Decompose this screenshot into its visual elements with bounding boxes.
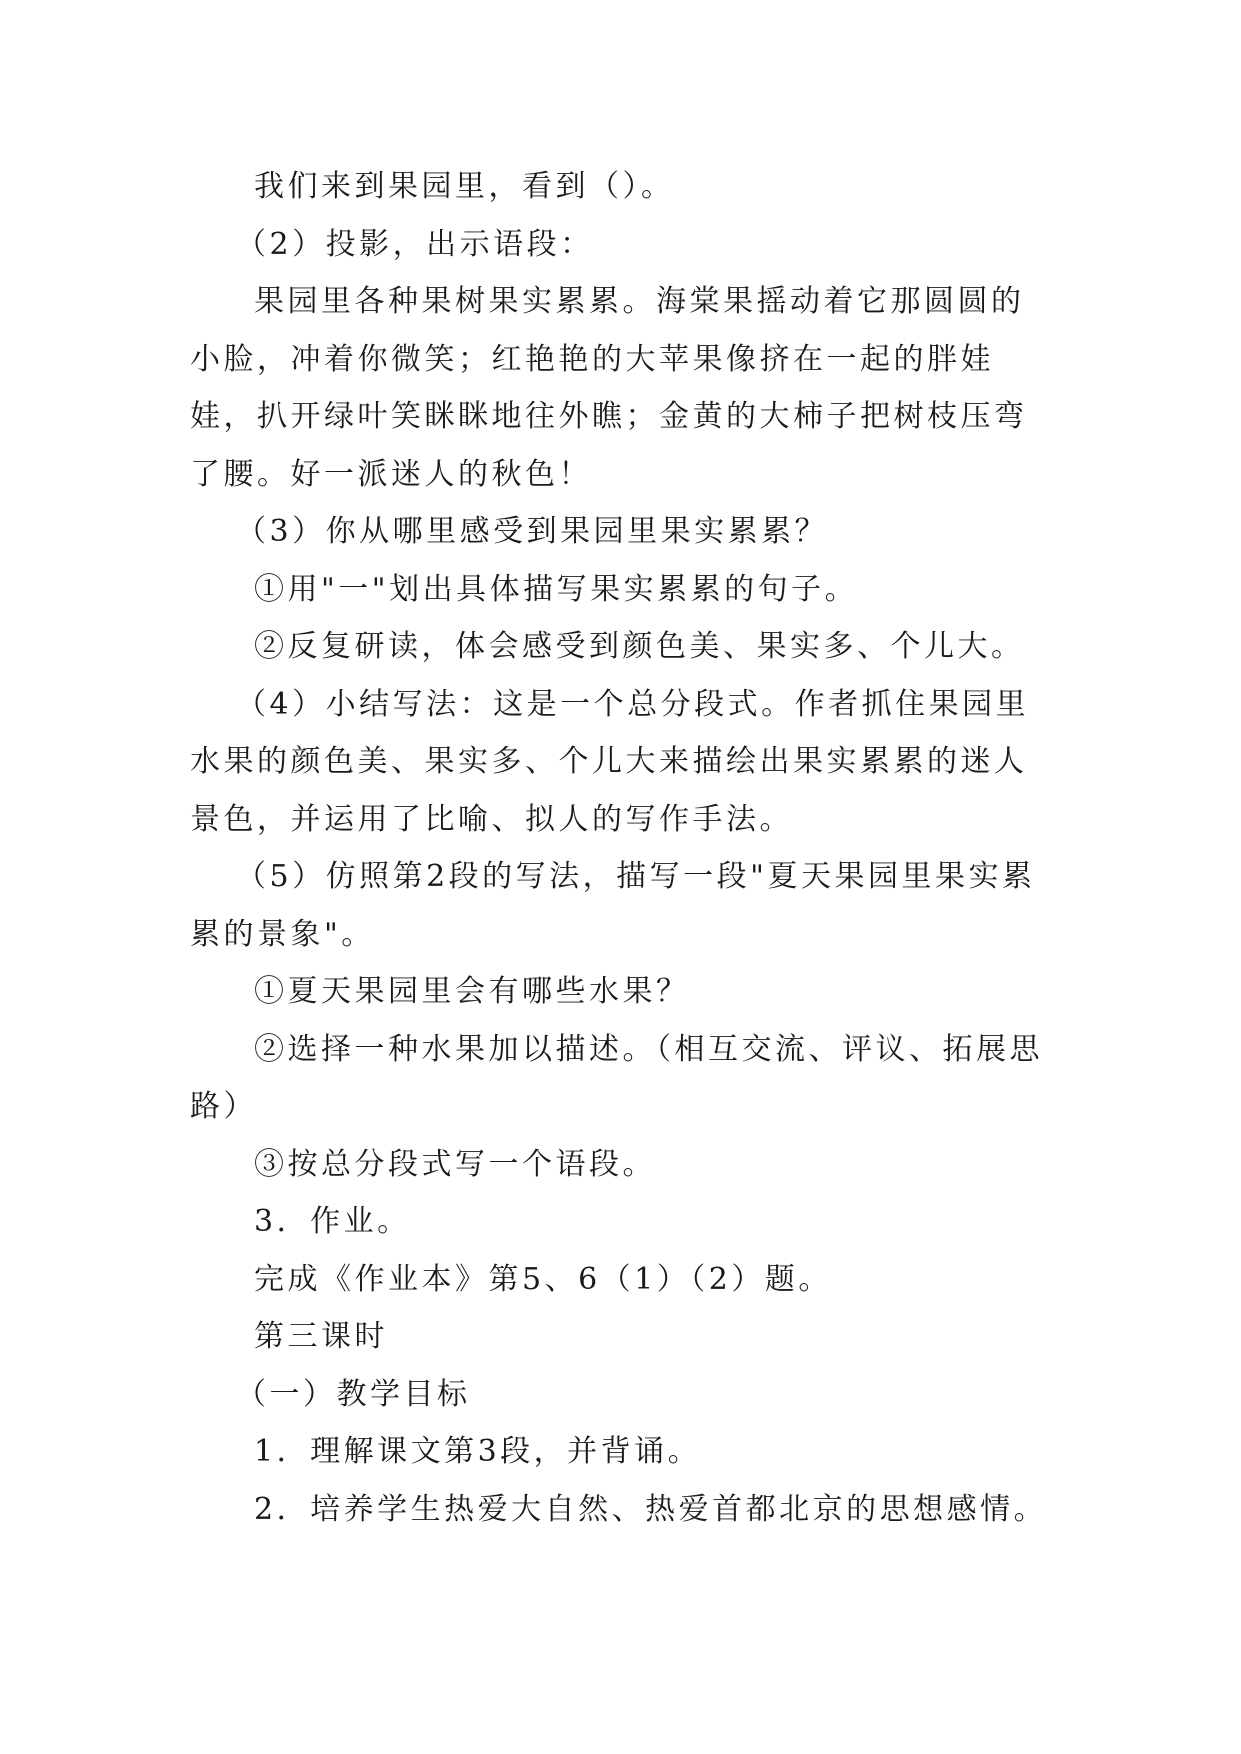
paragraph: （4）小结写法：这是一个总分段式。作者抓住果园里水果的颜色美、果实多、个儿大来描绘出果实累累的迷人景色，并运用了比喻、拟人的写作手法。 — [190, 686, 1030, 837]
section-heading: 第三课时 — [254, 1319, 388, 1354]
paragraph: ③按总分段式写一个语段。 — [254, 1146, 656, 1182]
subsection-heading: （一）教学目标 — [236, 1376, 471, 1412]
paragraph: ②反复研读，体会感受到颜色美、果实多、个儿大。 — [254, 629, 1025, 664]
paragraph: （2）投影，出示语段： — [236, 226, 594, 262]
paragraph: 完成《作业本》第5、6（1）（2）题。 — [254, 1261, 832, 1297]
paragraph: ②选择一种水果加以描述。（相互交流、评议、拓展思路） — [190, 1031, 1043, 1124]
paragraph: （3）你从哪里感受到果园里果实累累？ — [236, 514, 829, 549]
paragraph: ①用"一"划出具体描写果实累累的句子。 — [254, 571, 859, 607]
paragraph: 2．培养学生热爱大自然、热爱首都北京的思想感情。 — [254, 1491, 1048, 1527]
paragraph: 3．作业。 — [254, 1204, 411, 1239]
paragraph: ①夏天果园里会有哪些水果？ — [254, 974, 690, 1009]
paragraph: 果园里各种果树果实累累。海棠果摇动着它那圆圆的小脸，冲着你微笑；红艳艳的大苹果像挤在一起的胖娃娃，扒开绿叶笑眯眯地往外瞧；金黄的大柿子把树枝压弯了腰。好一派迷人的秋色！ — [190, 284, 1028, 492]
paragraph: 我们来到果园里，看到（）。 — [254, 169, 675, 204]
document-body — [190, 158, 1050, 1538]
paragraph: 1．理解课文第3段，并背诵。 — [254, 1434, 702, 1469]
paragraph: （5）仿照第2段的写法，描写一段"夏天果园里果实累累的景象"。 — [190, 859, 1036, 952]
